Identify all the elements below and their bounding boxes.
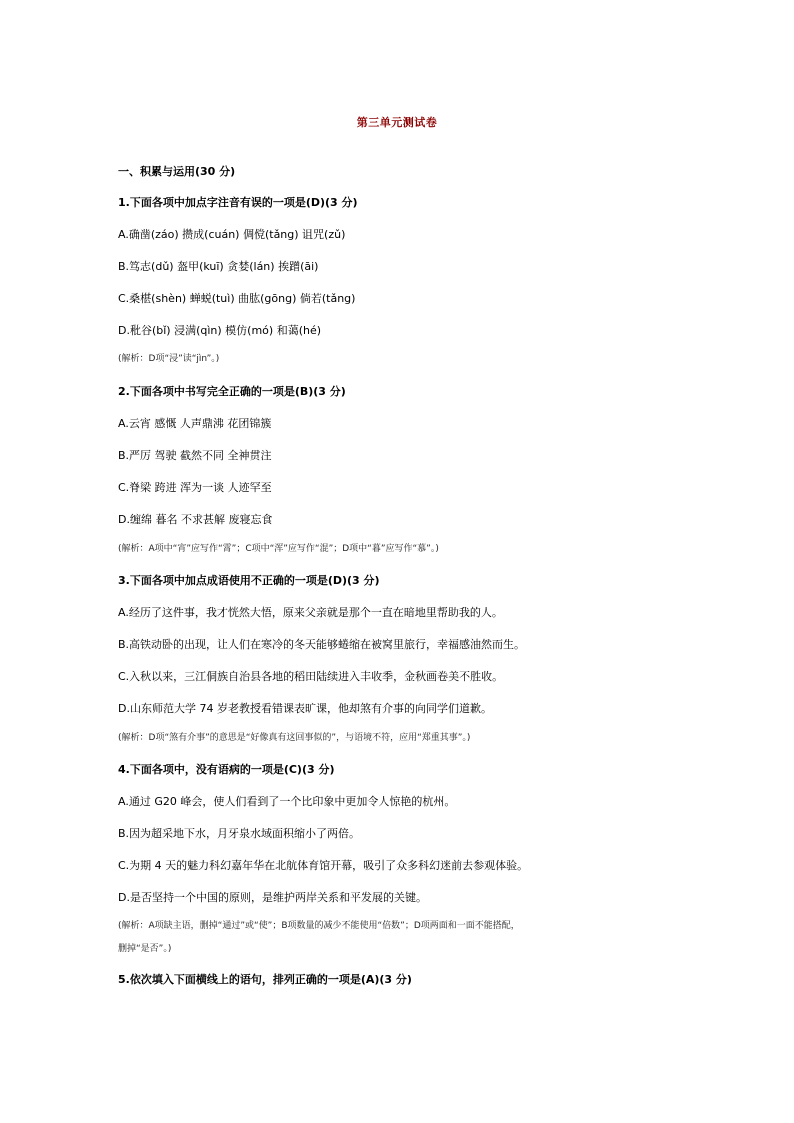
question-5-stem: 5.依次填入下面横线上的语句，排列正确的一项是(A)(3 分) (118, 973, 412, 986)
page-title: 第三单元测试卷 (356, 116, 438, 129)
question-2-option-b: B.严厉 驾驶 截然不同 全神贯注 (118, 449, 272, 462)
question-4-stem: 4.下面各项中，没有语病的一项是(C)(3 分) (118, 763, 335, 776)
question-3-option-a: A.经历了这件事，我才恍然大悟，原来父亲就是那个一直在暗地里帮助我的人。 (118, 606, 503, 619)
question-1-option-b: B.笃志(dǔ) 盔甲(kuī) 贪婪(lán) 挨蹭(āi) (118, 260, 319, 273)
question-2-analysis: (解析：A项中“宵”应写作“霄”；C项中“浑”应写作“混”；D项中“暮”应写作“慕”。) (118, 544, 439, 554)
question-1-option-a: A.确凿(záo) 攒成(cuán) 倜傥(tǎng) 诅咒(zǔ) (118, 228, 346, 241)
question-2-stem: 2.下面各项中书写完全正确的一项是(B)(3 分) (118, 385, 346, 398)
question-4-option-a: A.通过 G20 峰会，使人们看到了一个比印象中更加令人惊艳的杭州。 (118, 795, 456, 808)
question-3-option-b: B.高铁动卧的出现，让人们在寒冷的冬天能够蜷缩在被窝里旅行，幸福感油然而生。 (118, 638, 526, 651)
question-3-stem: 3.下面各项中加点成语使用不正确的一项是(D)(3 分) (118, 574, 380, 587)
section-heading: 一、积累与运用(30 分) (118, 165, 236, 178)
question-4-analysis: (解析：A项缺主语，删掉“通过”或“使”；B项数量的减少不能使用“倍数”；D项两面和一面不能搭配， (118, 921, 520, 931)
question-3-option-c: C.入秋以来，三江侗族自治县各地的稻田陆续进入丰收季，金秋画卷美不胜收。 (118, 670, 504, 683)
question-4-option-c: C.为期 4 天的魅力科幻嘉年华在北航体育馆开幕，吸引了众多科幻迷前去参观体验。 (118, 859, 529, 872)
question-4-option-d: D.是否坚持一个中国的原则，是维护两岸关系和平发展的关键。 (118, 891, 427, 904)
question-3-analysis: (解析：D项“煞有介事”的意思是“好像真有这回事似的”，与语境不符，应用“郑重其事”。) (118, 733, 471, 743)
question-4-analysis-continued: 删掉“是否”。) (118, 944, 172, 954)
question-2-option-d: D.缠绵 暮名 不求甚解 废寝忘食 (118, 513, 273, 526)
question-1-stem: 1.下面各项中加点字注音有误的一项是(D)(3 分) (118, 196, 358, 209)
question-1-analysis: (解析：D项“浸”读“jìn”。) (118, 354, 220, 364)
question-1-option-c: C.桑椹(shèn) 蝉蜕(tuì) 曲肱(gōng) 倘若(tǎng) (118, 292, 356, 305)
question-1-option-d: D.秕谷(bǐ) 浸满(qìn) 模仿(mó) 和蔼(hé) (118, 324, 322, 337)
question-3-option-d: D.山东师范大学 74 岁老教授看错课表旷课，他却煞有介事的向同学们道歉。 (118, 702, 492, 715)
question-2-option-a: A.云宵 感慨 人声鼎沸 花团锦簇 (118, 417, 272, 430)
question-2-option-c: C.脊梁 跨进 浑为一谈 人迹罕至 (118, 481, 272, 494)
question-4-option-b: B.因为超采地下水，月牙泉水域面积缩小了两倍。 (118, 827, 361, 840)
